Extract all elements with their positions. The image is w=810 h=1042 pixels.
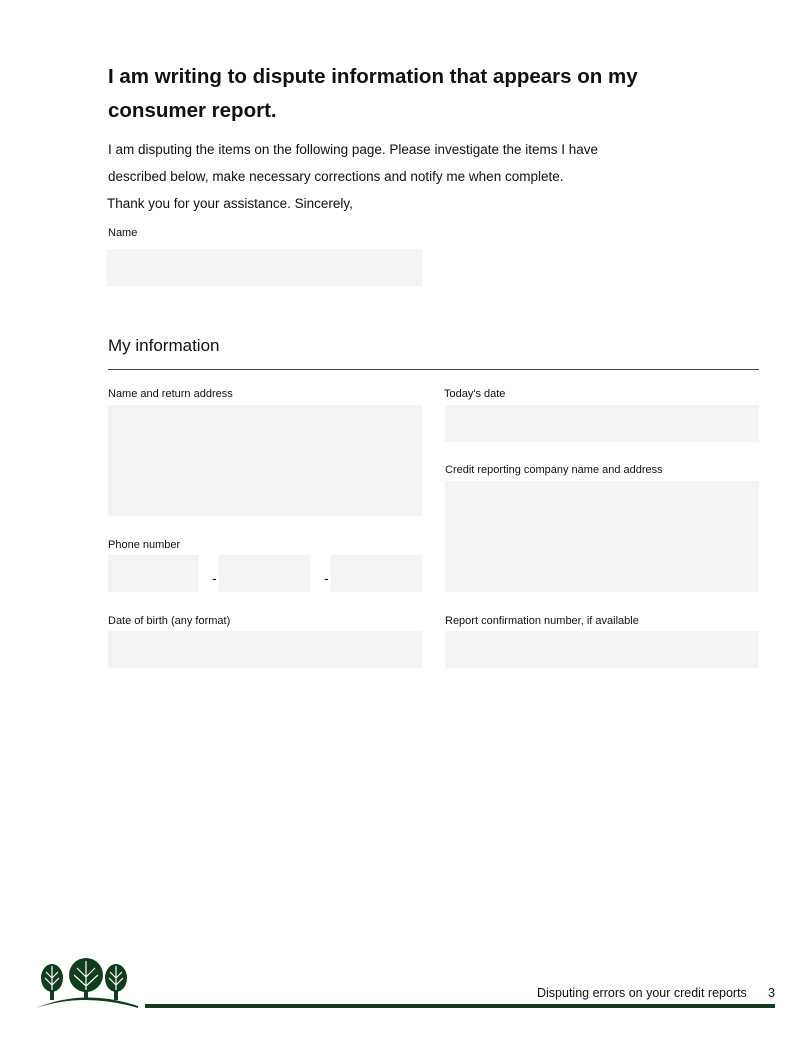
date-input[interactable] — [445, 405, 759, 442]
section-title: My information — [108, 336, 220, 355]
company-label: Credit reporting company name and address — [445, 464, 663, 476]
intro-text — [108, 136, 668, 217]
phone-prefix-input[interactable] — [219, 555, 310, 592]
trees-logo-icon — [34, 958, 140, 1010]
date-label: Today's date — [444, 388, 506, 400]
phone-separator: - — [324, 570, 329, 586]
dob-input[interactable] — [108, 631, 422, 668]
intro-line-2: described below, make necessary corrections and notify me when complete. — [108, 169, 564, 184]
phone-separator: - — [212, 570, 217, 586]
page-number: 3 — [768, 986, 775, 1000]
footer-bar — [145, 1004, 775, 1008]
name-label: Name — [108, 227, 138, 239]
company-input[interactable] — [445, 481, 759, 592]
address-input[interactable] — [108, 405, 422, 516]
footer-title: Disputing errors on your credit reports — [537, 986, 747, 1000]
phone-line-input[interactable] — [331, 555, 422, 592]
name-input[interactable] — [107, 249, 422, 286]
confirmation-input[interactable] — [445, 631, 759, 668]
confirmation-label: Report confirmation number, if available — [445, 615, 639, 627]
page-heading: I am writing to dispute information that appears on my consumer report. — [108, 65, 638, 122]
address-label: Name and return address — [108, 388, 233, 400]
section-divider — [108, 369, 759, 370]
intro-line-3: Thank you for your assistance. Sincerely, — [107, 196, 353, 211]
phone-area-code-input[interactable] — [108, 555, 199, 592]
phone-label: Phone number — [108, 539, 181, 551]
intro-line-1: I am disputing the items on the following page. Please investigate the items I have — [108, 142, 599, 157]
dob-label: Date of birth (any format) — [108, 615, 231, 627]
